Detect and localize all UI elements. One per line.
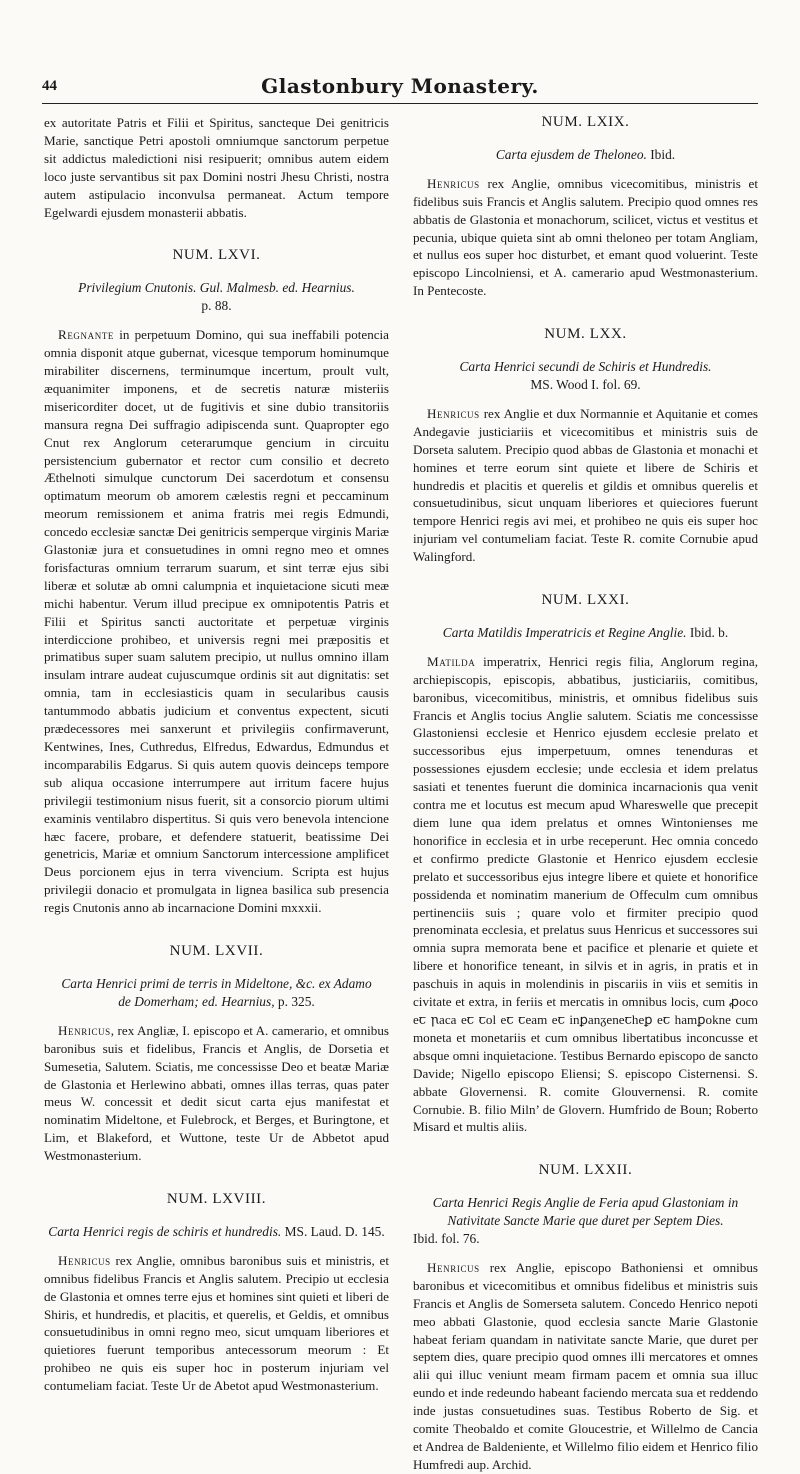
charter-body-lxvii <box>44 1022 389 1165</box>
header-rule <box>42 103 758 104</box>
page-number: 44 <box>42 78 57 94</box>
charter-text: imperatrix, Henrici regis filia, Anglorum regina, archiepiscopis, episcopis, abbatibus, justiciariis, comitibus, baronibus, vicecomitibus, ministris, et omnibus fidelibus suis Francis et Anglis tocius Anglie salutem. Sciatis me concessisse Glastoniensi ecclesie et Henrico ejusdem ecclesie prelato et successoribus ejus imperpetuum, omnes tenenduras et possessiones ejusdem ecclesie; unde ecclesia et idem prelatus sasiati et tenentes fuerunt die dominica incarnacionis qua venit contra me et locutus est mecum apud Whareswelle que precepit diem lune qua idem prelatus et omnes Wintonienses me honorifice in ecclesia et in urbe receperunt. Hec omnia concedo et confirmo predicte Glastonie et Henrico ejusdem ecclesie prelato et successoribus ejus integre libere et quiete et honorifice possidenda et nominatim manerium de Offeculm cum omnibus pertinenciis suis ; quare volo et firmiter precipio quod prenominata ecclesia, et prelatus suus Henricus et successores sui omnia supra memorata bene et pacifice et plenarie et quiete et libere et honorifice teneant, in silvis et in agris, in pratis et in paschuis in aquis in molendinis in piscariis in viis et semitis in civitate et extra, in feriis et mercatis in omnibus locis, cum ꝓoco eꞇ ꞃaca eꞇ ꞇol eꞇ ꞇeam eꞇ inꝑanᵹeneꞇheꝑ eꞇ hamꝑokne cum moneta et monetariis et cum omnibus libertatibus inconcusse et absque omni inquietacione. Testibus Bernardo episcopo de sancto Davide; Nigello episcopo Eliensi; S. episcopo Cisternensi. S. abbate Glovernensi. R. comite Glouvernensi. R. comite Cornubie. B. filio Miln’ de Glovern. Humfrido de Boun; Roberto Misard et multis aliis. <box>413 653 758 1135</box>
title-italic: Carta Henrici regis de schiris et hundredis. <box>48 1223 282 1239</box>
opening-word: Henricus <box>58 1022 111 1038</box>
charter-heading-lxix: NUM. LXIX. <box>541 114 630 130</box>
title-italic: Carta Henrici primi de terris in Mideltone, &c. ex Adamo <box>61 975 372 991</box>
charter-heading-lxviii: NUM. LXVIII. <box>166 1191 267 1208</box>
charter-text: rex Anglie, omnibus baronibus suis et ministris, et omnibus fidelibus Francis et Anglis salutem. Precipio ut ecclesia de Glastonia et omnes terre ejus et homines sint quieti et liberi de Shiris, et hundredis, et placitis, et querelis, et Geldis, et omnibus consuetudinibus in omni regno meo, sicut umquam liberiores et quietiores fuerunt temporibus antecessorum meorum : Et prohibeo ne quis eis super hoc in posterum injuriam vel contumeliam faciat. Teste Ur de Abetot apud Westmonasterium. <box>44 1252 389 1394</box>
opening-word: Regnante <box>58 327 115 343</box>
title-italic: Carta Matildis Imperatricis et Regine Anglie. <box>442 624 687 640</box>
charter-title-lxviii <box>44 1223 389 1241</box>
charter-title-lxx <box>413 358 758 394</box>
charter-heading-lxvi: NUM. LXVI. <box>172 247 261 264</box>
charter-text: rex Anglie, omnibus vicecomitibus, ministris et fidelibus suis Francis et Anglis salutem. Precipio quod omnes res abbatis de Glastonia et monachorum, scilicet, victus et vestitus et pecunia, ubique quieta sint ab omni theloneo per totam Angliam, et nullus eos super hoc disturbet, et emant quod voluerint. Teste episcopo Lincolniensi, et A. camerario apud Westmonasterium. In Pentecoste. <box>413 175 758 299</box>
title-reference: Ibid. fol. 76. <box>413 1231 480 1247</box>
charter-body-lxx <box>413 405 758 566</box>
opening-word: Henricus <box>427 175 480 191</box>
charter-title-lxxii <box>413 1194 758 1248</box>
right-column <box>413 114 758 1474</box>
charter-body-lxix <box>413 175 758 300</box>
title-italic: Privilegium Cnutonis. Gul. Malmesb. ed. Hearnius. <box>78 280 355 296</box>
charter-body-lxxi <box>413 653 758 1136</box>
title-italic: Carta Henrici secundi de Schiris et Hundredis. <box>459 359 712 375</box>
title-reference: MS. Wood I. fol. 69. <box>530 376 641 392</box>
charter-body-lxvi <box>44 326 389 917</box>
charter-title-lxxi <box>413 624 758 642</box>
title-reference: MS. Laud. D. 145. <box>284 1223 385 1239</box>
running-title: Glastonbury Monastery. <box>261 74 539 98</box>
title-italic: Carta ejusdem de Theloneo. <box>495 146 647 162</box>
charter-heading-lxxi: NUM. LXXI. <box>541 592 630 609</box>
title-reference: Ibid. <box>650 146 676 162</box>
continued-paragraph: ex autoritate Patris et Filii et Spiritus, sancteque Dei genitricis Marie, sanctique Petri apostoli omniumque sanctorum perpetue sit addictus maledictioni nisi resipuerit; omnibus autem eidem loco juste servantibus sit pax Domini nostri Jhesu Christi, nostra autem astipulacio inconvulsa permaneat. Actum tempore Egelwardi ejusdem monasterii abbatis. <box>44 115 389 220</box>
opening-word: Henricus <box>427 1259 480 1275</box>
charter-title-lxvi <box>44 279 389 315</box>
title-italic: de Domerham; ed. Hearnius, <box>118 993 275 1009</box>
opening-word: Henricus <box>58 1252 111 1268</box>
charter-text: rex Anglie, episcopo Bathoniensi et omnibus baronibus et vicecomitibus et omnibus fidelibus et ministris suis Francis et Anglis de Somerseta salutem. Concedo Henrico nepoti meo abbati Glastonie, quod ecclesia sancte Marie Glastonie habeat feriam quandam in nativitate sancte Marie, que duret per septem dies, quare precipio quod omnes illi mercatores et omnes alii qui illuc veniunt meam firmam pacem et omnia sua illuc eundo et inde redeundo habeant faciendo mercata sua et reddendo inde justas consuetudines suas. Testibus Roberto de Sig. et comite Theobaldo et comite Gloucestrie, et Willelmo de Cancia et Andrea de Baldeniente, et Willelmo filio eidem et Henrico filio Humfredi aup. Archid. <box>413 1259 759 1472</box>
left-column <box>44 114 389 1395</box>
page-header <box>42 74 758 102</box>
title-italic: Carta Henrici Regis Anglie de Feria apud Glastoniam in Nativitate Sancte Marie que duret per Septem Dies. <box>432 1195 739 1229</box>
charter-text: , rex Angliæ, I. episcopo et A. camerario, et omnibus baronibus suis et fidelibus, Francis et Anglis, de Dorsetia et Sumesetia, Salutem. Sciatis, me concessisse Deo et beatæ Mariæ de Glastonia et Herlewino abbati, omnes illas terras, quas pater meus W. concessit et dedit sicut carta ejus manifestat et nominatim Mideltone, et Fulebrock, et Berges, et Buringtone, et Lim, et Blakeford, et Wuttone, teste Ur de Abbetot apud Westmonasterium. <box>44 1022 389 1164</box>
title-reference: Ibid. b. <box>689 624 729 640</box>
charter-heading-lxxii: NUM. LXXII. <box>538 1162 633 1179</box>
opening-word: Matilda <box>427 653 476 669</box>
opening-word: Henricus <box>427 405 480 421</box>
charter-title-lxix <box>413 146 758 164</box>
title-reference: p. 325. <box>277 993 315 1009</box>
charter-text: in perpetuum Domino, qui sua ineffabili potencia omnia disponit atque gubernat, vicesque temporum hominumque mirabiliter discernens, terminumque incertum, proult vult, æquanimiter imponens, et de secretis naturæ misteriis misericorditer docet, ut de fugitivis et sine dubio transitoriis mansura regna Dei suffragio adipiscenda sunt. Quapropter ego Cnut rex Anglorum ceterarumque gencium in circuitu persistencium gubernator et rector cum consilio et decreto Æthelnoti simulque cunctorum Dei sacerdotum et consensu optimatum meorum ob amorem cælestis regni et peccaminum meorum remissionem et anima fratris mei regis Edmundi, concedo ecclesiæ sanctæ Dei genitricis semperque virginis Mariæ Glastoniæ jura et consuetudines in omni regno meo et omnes forisfacturas omnium terrarum suarum, et sint terræ ejus sibi liberæ et solutæ ab omni calumpnia et inquietacione sicuti meæ michi habentur. Verum illud precipue ex omnipotentis Patris et Filii et Spiritus sancti auctoritate et perpetuæ virginis interdiccione prohibeo, et universis regni mei præpositis et primatibus super suam salutem precipio, ut nullus omnino illam insulam intrare audeat cujuscumque ordinis sit aut dignitatis: set omnia, tam in ecclesiasticis quam in secularibus causis tantummodo abbatis judicium et conventus expectent, sicuti prædecessores mei sanxerunt et privilegiis confirmaverunt, Kentwines, Ines, Cuthredus, Elfredus, Edwardus, Edmundus et incomparabilis Edgarus. Si quis autem quovis deinceps tempore sub aliqua occasione interrumpere aut irritum facere hujus privilegii testimonium nisus fuerit, sit a consorcio piorum ultimi examinis ventilabro dispertitus. Si quis vero benevola intencione hæc facere, probare, et defendere statuerit, beatissime Dei genetricis, Mariæ et omnium Sanctorum intercessione amplificet Deus porcionem ejus in terra vivencium. Scripta est hujus privilegii donacio et promulgata in lignea basilica sub presencia regis Cnutonis anno ab incarnacione Domini mxxxii. <box>44 327 389 916</box>
title-reference: p. 88. <box>201 298 232 314</box>
charter-body-lxxii <box>413 1259 758 1474</box>
charter-text: rex Anglie et dux Normannie et Aquitanie et comes Andegavie justiciariis et vicecomitibus et ministris suis de Dorseta salutem. Precipio quod abbas de Glastonia et monachi et homines et terre eorum sint quiete et libere de Schiris et hundredis et placitis et querelis et gildis et omnibus querelis et consuetudinibus, sicut unquam liberiores et quieciores fuerunt tempore Henrici regis avi mei, et prohibeo ne quis eis super hoc injuriam vel contumeliam faciat. Teste R. comite Cornubie apud Walingford. <box>413 405 758 565</box>
charter-heading-lxx: NUM. LXX. <box>544 326 627 343</box>
charter-title-lxvii <box>44 975 389 1011</box>
charter-body-lxviii <box>44 1252 389 1395</box>
charter-heading-lxvii: NUM. LXVII. <box>169 943 264 960</box>
